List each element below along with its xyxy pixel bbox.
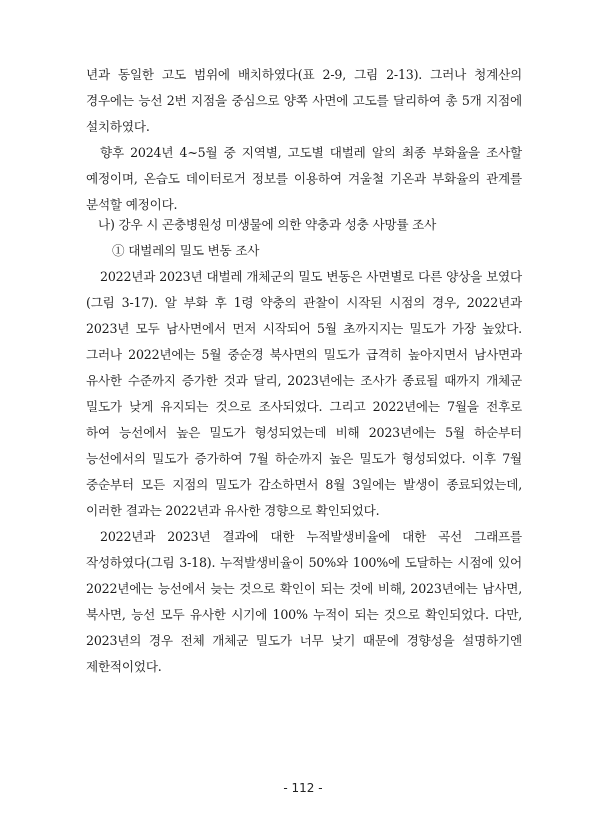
section-heading: 나) 강우 시 곤충병원성 미생물에 의한 약충과 성충 사망률 조사 <box>98 217 437 232</box>
paragraph-cumulative: 2022년과 2023년 결과에 대한 누적발생비율에 대한 곡선 그래프를 작성하였다(그림 3-18). 누적발생비율이 50%와 100%에 도달하는 시점에 있어 2022년에는 능선에서 늦는 것으로 확인이 되는 것에 비해, 2023년에는 남사면, 북사면, 능선 모두 유사한 시기에 100% 누적이 되는 것으로 확인되었다. 다만, 2023년의 경우 전체 개체군 밀도가 너무 낮기 때문에 경향성을 설명하기엔 제한적이었다. <box>86 529 522 674</box>
subsection-heading: ① 대벌레의 밀도 변동 조사 <box>112 243 260 258</box>
page-number: - 112 - <box>283 781 323 795</box>
paragraph-plan: 향후 2024년 4~5월 중 지역별, 고도별 대벌레 알의 최종 부화율을 조사할 예정이며, 온습도 데이터로거 정보를 이용하여 겨울철 기온과 부화율의 관계를 분석할 예정이다. <box>86 145 522 212</box>
body-text-main <box>86 212 522 680</box>
paragraph-density: 2022년과 2023년 대벌레 개체군의 밀도 변동은 사면별로 다른 양상을 보였다(그림 3-17). 알 부화 후 1령 약충의 관찰이 시작된 시점의 경우, 2022년과 2023년 모두 남사면에서 먼저 시작되어 5월 초까지지는 밀도가 가장 높았다. 그러나 2022년에는 5월 중순경 북사면의 밀도가 급격히 높아지면서 남사면과 유사한 수준까지 증가한 것과 달리, 2023년에는 조사가 종료될 때까지 개체군 밀도가 낮게 유지되는 것으로 조사되었다. 그리고 2022년에는 7월을 전후로 하여 능선에서 높은 밀도가 형성되었는데 비해 2023년에는 5월 하순부터 능선에서의 밀도가 증가하여 7월 하순까지 높은 밀도가 형성되었다. 이후 7월 중순부터 모든 지점의 밀도가 감소하면서 8월 3일에는 발생이 종료되었는데, 이러한 결과는 2022년과 유사한 경향으로 확인되었다. <box>86 269 522 518</box>
body-text-top <box>86 62 522 218</box>
paragraph-continued: 년과 동일한 고도 범위에 배치하였다(표 2-9, 그림 2-13). 그러나 청계산의 경우에는 능선 2번 지점을 중심으로 양쪽 사면에 고도를 달리하여 총 5개 지점에 설치하였다. <box>86 67 522 134</box>
